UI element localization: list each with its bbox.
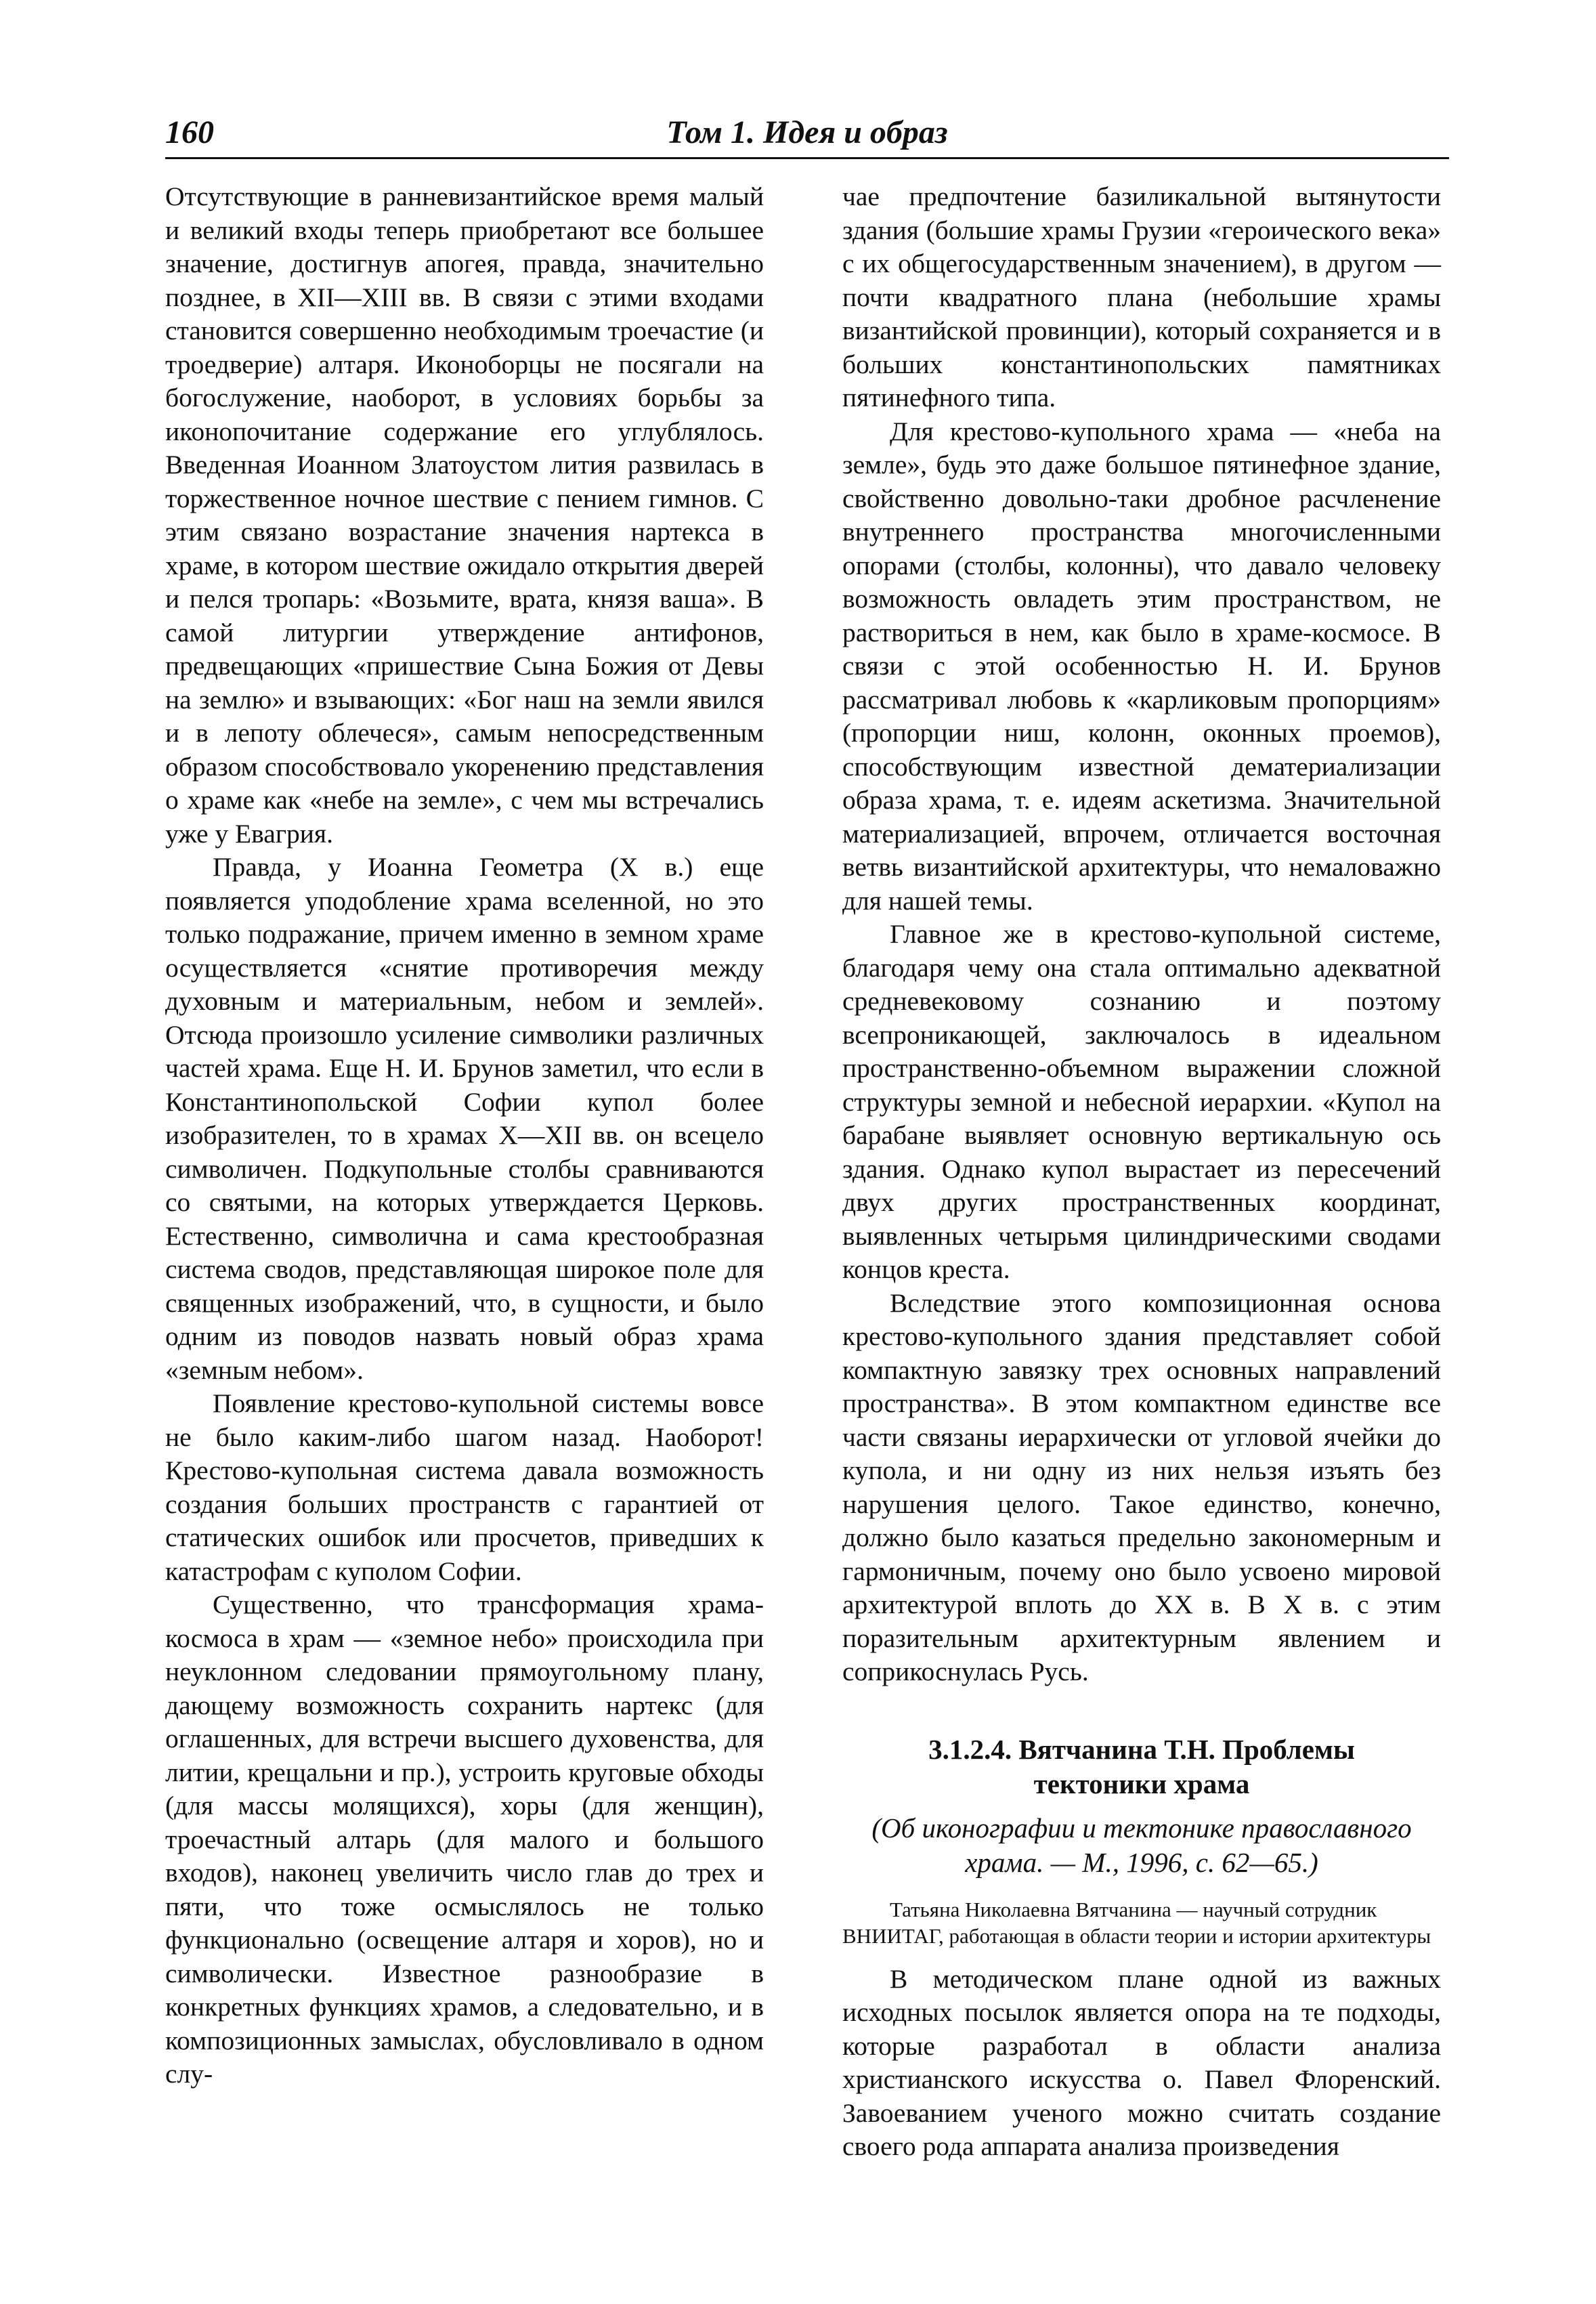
paragraph: Для крестово-купольного храма — «неба на земле», будь это даже большое пятинефное здание, свойственно довольно-таки дробное расчленение внутреннего пространства многочисленными опорами (столбы, колонны), что давало человеку возможность овладеть этим пространством, не раствориться в нем, как было в храме-космосе. В связи с этой особенностью Н. И. Брунов рассматривал любовь к «карликовым пропорциям» (пропорции ниш, колонн, оконных проемов), способствующим известной дематериализации образа храма, т. е. идеям аскетизма. Значительной материализацией, впрочем, отличается восточная ветвь византийской архитектуры, что немаловажно для нашей темы.	[842, 416, 1441, 916]
running-header	[165, 112, 1449, 160]
running-title: Том 1. Идея и образ	[666, 114, 948, 150]
right-column	[842, 180, 1441, 2164]
paragraph: Главное же в крестово-купольной системе, благодаря чему она стала оптимально адекватной средневековому сознанию и поэтому всепроникающей, заключалось в идеальном пространственно-объемном выражении сложной структуры земной и небесной иерархии. «Купол на барабане выявляет основную вертикальную ось здания. Однако купол вырастает из пересечений двух других пространственных координат, выявленных четырьмя цилиндрическими сводами концов креста.	[842, 919, 1441, 1284]
source-citation: (Об иконографии и тектонике православного храма. — М., 1996, с. 62—65.)	[871, 1812, 1412, 1878]
author-note: Татьяна Николаевна Вятчанина — научный сотрудник ВНИИТАГ, работающая в области теории и истории архитектуры	[842, 1897, 1431, 1948]
page-number: 160	[165, 114, 214, 150]
paragraph: чае предпочтение базиликальной вытянутости здания (большие храмы Грузии «героического века» с их общегосударственным значением), в другом — почти квадратного плана (небольшие храмы византийской провинции), который сохраняется и в больших константинопольских памятниках пятинефного типа.	[842, 182, 1441, 412]
header-rule	[165, 157, 1449, 159]
left-column	[165, 180, 764, 2091]
paragraph: Появление крестово-купольной системы вовсе не было каким-либо шагом назад. Наоборот! Крестово-купольная система давала возможность создания больших пространств с гарантией от статических ошибок или просчетов, приведших к катастрофам с куполом Софии.	[165, 1388, 764, 1586]
paragraph: Отсутствующие в ранневизантийское время малый и великий входы теперь приобретают все большее значение, достигнув апогея, правда, значительно позднее, в XII—XIII вв. В связи с этими входами становится совершенно необходимым троечастие (и троедверие) алтаря. Иконоборцы не посягали на богослужение, наоборот, в условиях борьбы за иконопочитание содержание его углублялось. Введенная Иоанном Златоустом лития развилась в торжественное ночное шествие с пением гимнов. С этим связано возрастание значения нартекса в храме, в котором шествие ожидало открытия дверей и пелся тропарь: «Возьмите, врата, князя ваша». В самой литургии утверждение антифонов, предвещающих «пришествие Сына Божия от Девы на землю» и взывающих: «Бог наш на земли явился и в лепоту облечеся», самым непосредственным образом способствовало укоренению представления о храме как «небе на земле», с чем мы встречались уже у Евагрия.	[165, 182, 764, 849]
paragraph: Правда, у Иоанна Геометра (X в.) еще появляется уподобление храма вселенной, но это только подражание, причем именно в земном храме осуществляется «снятие противоречия между духовным и материальным, небом и землей». Отсюда произошло усиление символики различных частей храма. Еще Н. И. Брунов заметил, что если в Константинопольской Софии купол более изобразителен, то в храмах X—XII вв. он всецело символичен. Подкупольные столбы сравниваются со святыми, на которых утверждается Церковь. Естественно, символична и сама крестообразная система сводов, представляющая широкое поле для священных изображений, что, в сущности, и было одним из поводов назвать новый образ храма «земным небом».	[165, 852, 764, 1385]
section-heading: 3.1.2.4. Вятчанина Т.Н. Проблемы тектоники храма	[928, 1733, 1355, 1799]
paragraph: Существенно, что трансформация храма-космоса в храм — «земное небо» происходила при неуклонном следовании прямоугольному плану, дающему возможность сохранить нартекс (для оглашенных, для встречи высшего духовенства, для литии, крещальни и пр.), устроить круговые обходы (для массы молящихся), хоры (для женщин), троечастный алтарь (для малого и большого входов), наконец увеличить число глав до трех и пяти, что тоже осмыслялось не только функционально (освещение алтаря и хоров), но и символически. Известное разнообразие в конкретных функциях храмов, а следовательно, и в композиционных замыслах, обусловливало в одном слу-	[165, 1590, 764, 2089]
paragraph: В методическом плане одной из важных исходных посылок является опора на те подходы, которые разработал в области анализа христианского искусства о. Павел Флоренский. Завоеванием ученого можно считать создание своего рода аппарата анализа произведения	[842, 1963, 1441, 2161]
paragraph: Вследствие этого композиционная основа крестово-купольного здания представляет собой компактную завязку трех основных направлений пространства». В этом компактном единстве все части связаны иерархически от угловой ячейки до купола, и ни одну из них нельзя изъять без нарушения целого. Такое единство, конечно, должно было казаться предельно закономерным и гармоничным, почему оно было усвоено мировой архитектурой вплоть до XX в. В X в. с этим поразительным архитектурным явлением и соприкоснулась Русь.	[842, 1287, 1441, 1686]
